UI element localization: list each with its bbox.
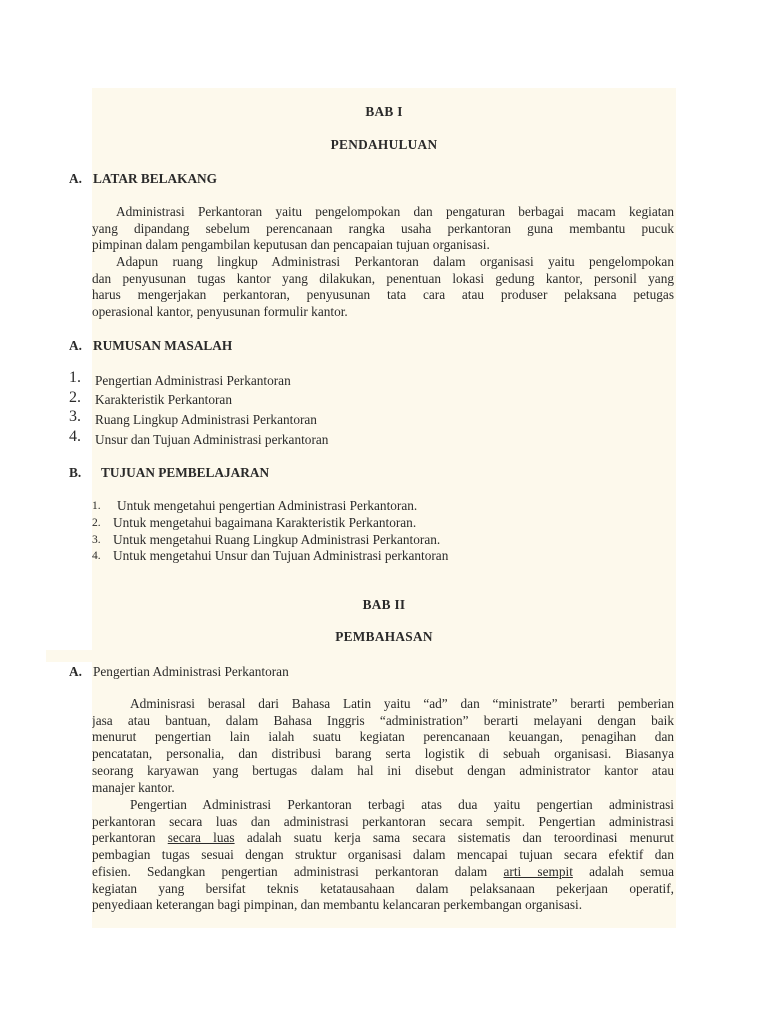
list-item: Untuk mengetahui bagaimana Karakteristik Perkantoran. [113, 515, 417, 530]
text-line: menurut pengertian lain ialah suatu kegiatan perencanaan keuangan, penagihan dan [92, 729, 674, 745]
section-letter: A. [69, 664, 82, 679]
text-line: operasional kantor, penyusunan formulir kantor. [92, 304, 348, 320]
text-line: dan penyusunan tugas kantor yang dilakukan, penentuan lokasi gedung kantor, personil yang [92, 270, 674, 286]
list-number: 3. [92, 534, 101, 546]
underlined-term: arti sempit [503, 863, 573, 879]
section-heading-pengertian: Pengertian Administrasi Perkantoran [93, 664, 289, 679]
text-line: Administrasi Perkantoran yaitu pengelompokan dan pengaturan berbagai macam kegiatan [116, 204, 674, 219]
paragraph-pengertian-2 [92, 797, 674, 914]
text-line: kegiatan yang bersifat teknis ketatausahaan dalam pelaksanaan pekerjaan operatif, [92, 880, 674, 896]
text-line: pembagian tugas sesuai dengan struktur organisasi dalam mencapai tujuan secara efektif dan [92, 847, 674, 863]
list-number: 1. [69, 369, 81, 386]
chapter-title: BAB II [362, 597, 406, 612]
text-line: penyediaan keterangan bagi pimpinan, dan membantu kelancaran perkembangan organisasi. [92, 897, 583, 913]
text-run: perkantoran [92, 830, 156, 846]
text-line [92, 864, 674, 881]
text-run: efisien. Sedangkan pengertian administrasi perkantoran dalam [92, 863, 488, 879]
text-line [92, 830, 674, 847]
chapter-title: BAB I [365, 104, 403, 119]
paragraph-latar-1 [92, 204, 674, 254]
list-item: Untuk mengetahui pengertian Administrasi Perkantoran. [117, 498, 418, 513]
underlined-term: secara luas [167, 830, 235, 846]
list-number: 2. [69, 389, 81, 406]
paragraph-latar-2 [92, 254, 674, 321]
text-line: harus mengerjakan perkantoran, penyusunan tata cara atau produser pelaksana petugas [92, 287, 674, 303]
text-line: Adminisrasi berasal dari Bahasa Latin yaitu “ad” dan “ministrate” berarti pemberian [130, 696, 674, 711]
list-number: 4. [69, 428, 81, 445]
list-item: Ruang Lingkup Administrasi Perkantoran [95, 412, 317, 427]
text-line: pencatatan, personalia, dan distribusi barang serta logistik di sebuah organisasi. Biasanya [92, 746, 674, 762]
list-item: Pengertian Administrasi Perkantoran [95, 373, 291, 388]
section-heading-latar: LATAR BELAKANG [93, 171, 217, 186]
text-line: Pengertian Administrasi Perkantoran terbagi atas dua yaitu pengertian administrasi [130, 797, 674, 812]
paragraph-pengertian-1 [92, 696, 674, 796]
list-number: 3. [69, 408, 81, 425]
section-letter: A. [69, 338, 82, 353]
text-line: Adapun ruang lingkup Administrasi Perkantoran dalam organisasi yaitu pengelompokan [116, 254, 674, 269]
section-letter: A. [69, 171, 82, 186]
section-heading-rumusan: RUMUSAN MASALAH [93, 338, 233, 353]
section-letter: B. [69, 465, 82, 480]
list-item: Untuk mengetahui Unsur dan Tujuan Administrasi perkantoran [113, 548, 449, 563]
text-line: manajer kantor. [92, 779, 175, 795]
list-number: 1. [92, 500, 101, 512]
text-run: adalah semua [589, 863, 674, 879]
chapter-subtitle: PEMBAHASAN [335, 629, 433, 644]
text-line: yang dipandang sebelum perencanaan rangka usaha perkantoran guna membantu pucuk [92, 220, 674, 236]
list-number: 4. [92, 550, 101, 562]
chapter-subtitle: PENDAHULUAN [330, 137, 438, 152]
page-edge [46, 650, 96, 662]
list-item: Karakteristik Perkantoran [95, 392, 232, 407]
text-line: pimpinan dalam pengambilan keputusan dan pencapaian tujuan organisasi. [92, 237, 490, 253]
text-line: seorang karyawan yang bertugas dalam hal ini disebut dengan administrator kantor atau [92, 762, 674, 778]
list-number: 2. [92, 517, 101, 529]
list-item: Untuk mengetahui Ruang Lingkup Administrasi Perkantoran. [113, 532, 441, 547]
text-line: jasa atau bantuan, dalam Bahasa Inggris “administration” berarti melayani dengan baik [92, 712, 674, 728]
section-heading-tujuan: TUJUAN PEMBELAJARAN [101, 465, 270, 480]
list-item: Unsur dan Tujuan Administrasi perkantoran [95, 432, 329, 447]
text-line: perkantoran secara luas dan administrasi perkantoran secara sempit. Pengertian administrasi [92, 813, 674, 829]
text-run: adalah suatu kerja sama secara sistematis dan teroordinasi menurut [246, 830, 674, 846]
